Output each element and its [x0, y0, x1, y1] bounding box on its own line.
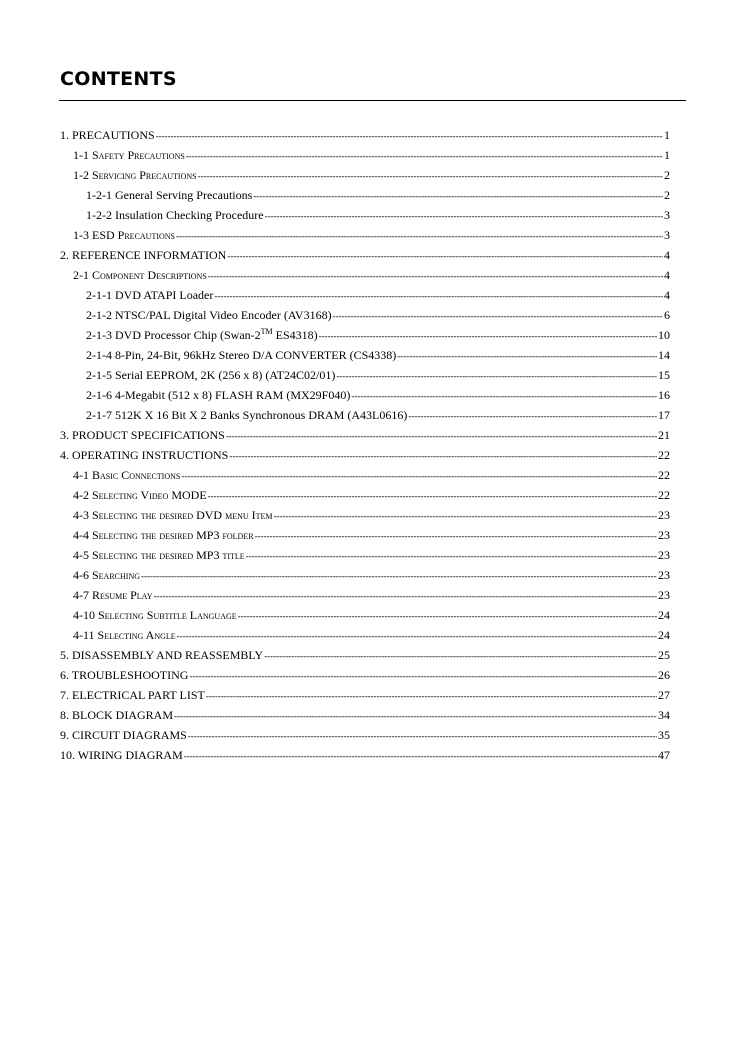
toc-entry[interactable] [60, 525, 670, 545]
toc-entry-page: 22 [658, 488, 670, 502]
toc-entry-page: 22 [658, 448, 670, 462]
toc-entry-page: 1 [664, 128, 670, 142]
toc-entry-label: 4-6 Searching [73, 568, 141, 582]
toc-entry[interactable] [60, 605, 670, 625]
toc-entry-page: 4 [664, 248, 670, 262]
toc-entry[interactable] [60, 645, 670, 665]
toc-entry-label: 1. PRECAUTIONS [60, 128, 155, 142]
toc-entry[interactable] [60, 725, 670, 745]
toc-label-part: ES4318) [272, 328, 318, 342]
title-divider [59, 100, 686, 101]
toc-entry[interactable] [60, 385, 670, 405]
toc-entry[interactable] [60, 145, 670, 165]
toc-dot-leader [189, 666, 657, 686]
toc-entry[interactable] [60, 705, 670, 725]
toc-entry-label: 1-2 Servicing Precautions [73, 168, 197, 182]
toc-entry-label: 2-1-2 NTSC/PAL Digital Video Encoder (AV3168) [86, 308, 332, 322]
toc-entry-label: 9. CIRCUIT DIAGRAMS [60, 728, 187, 742]
toc-entry-page: 16 [658, 388, 670, 402]
toc-entry[interactable] [60, 245, 670, 265]
toc-entry-page: 14 [658, 348, 670, 362]
toc-dot-leader [184, 746, 657, 766]
toc-dot-leader [177, 626, 657, 646]
toc-entry[interactable] [60, 565, 670, 585]
toc-dot-leader [333, 306, 663, 326]
toc-dot-leader [176, 226, 663, 246]
toc-entry-label: 2. REFERENCE INFORMATION [60, 248, 227, 262]
toc-dot-leader [226, 426, 657, 446]
toc-entry-label: 4. OPERATING INSTRUCTIONS [60, 448, 229, 462]
toc-entry-label: 4-11 Selecting Angle [73, 628, 176, 642]
toc-entry-page: 17 [658, 408, 670, 422]
toc-entry-label: 4-3 Selecting the desired DVD menu Item [73, 508, 273, 522]
toc-entry[interactable] [60, 125, 670, 145]
toc-entry[interactable] [60, 465, 670, 485]
toc-entry-page: 2 [664, 188, 670, 202]
toc-entry-label: 4-7 Resume Play [73, 588, 153, 602]
toc-entry[interactable] [60, 165, 670, 185]
toc-dot-leader [156, 126, 663, 146]
toc-dot-leader [198, 166, 663, 186]
toc-entry-page: 22 [658, 468, 670, 482]
toc-entry-page: 21 [658, 428, 670, 442]
toc-entry-label: 1-2-1 General Serving Precautions [86, 188, 253, 202]
toc-entry-page: 23 [658, 588, 670, 602]
page-title: CONTENTS [60, 68, 177, 90]
toc-entry[interactable] [60, 485, 670, 505]
toc-dot-leader [227, 246, 663, 266]
toc-entry-page: 25 [658, 648, 670, 662]
toc-entry[interactable] [60, 545, 670, 565]
toc-entry-label: 4-10 Selecting Subtitle Language [73, 608, 237, 622]
toc-entry[interactable] [60, 225, 670, 245]
toc-entry-page: 23 [658, 508, 670, 522]
toc-dot-leader [397, 346, 657, 366]
toc-entry[interactable] [60, 685, 670, 705]
toc-dot-leader [351, 386, 657, 406]
toc-entry-page: 4 [664, 288, 670, 302]
toc-entry[interactable] [60, 265, 670, 285]
toc-dot-leader [188, 726, 657, 746]
toc-entry-label: 7. ELECTRICAL PART LIST [60, 688, 205, 702]
toc-entry-label: 2-1-4 8-Pin, 24-Bit, 96kHz Stereo D/A CONVERTER (CS4338) [86, 348, 397, 362]
toc-entry-label: 1-2-2 Insulation Checking Procedure [86, 208, 264, 222]
toc-entry-label [86, 325, 318, 345]
toc-entry-page: 26 [658, 668, 670, 682]
toc-dot-leader [336, 366, 657, 386]
toc-dot-leader [214, 286, 663, 306]
toc-entry-label: 5. DISASSEMBLY AND REASSEMBLY [60, 648, 264, 662]
toc-entry-page: 24 [658, 608, 670, 622]
toc-dot-leader [141, 566, 657, 586]
toc-entry-label: 8. BLOCK DIAGRAM [60, 708, 174, 722]
toc-entry[interactable] [60, 445, 670, 465]
toc-entry[interactable] [60, 425, 670, 445]
toc-entry-label: 1-3 ESD Precautions [73, 228, 176, 242]
toc-entry[interactable] [60, 285, 670, 305]
toc-entry[interactable] [60, 205, 670, 225]
toc-entry[interactable] [60, 665, 670, 685]
trademark-superscript: TM [260, 327, 273, 336]
toc-entry-label: 2-1-1 DVD ATAPI Loader [86, 288, 214, 302]
toc-entry-page: 47 [658, 748, 670, 762]
toc-entry[interactable] [60, 325, 670, 345]
toc-entry-page: 23 [658, 528, 670, 542]
toc-entry-page: 1 [664, 148, 670, 162]
toc-dot-leader [181, 466, 657, 486]
toc-label-part: 2-1-3 DVD Processor Chip (Swan-2 [86, 328, 261, 342]
toc-entry-label: 6. TROUBLESHOOTING [60, 668, 189, 682]
toc-entry-page: 35 [658, 728, 670, 742]
toc-entry-page: 24 [658, 628, 670, 642]
toc-dot-leader [174, 706, 657, 726]
toc-dot-leader [208, 266, 663, 286]
toc-entry-label: 2-1 Component Descriptions [73, 268, 207, 282]
toc-entry-page: 15 [658, 368, 670, 382]
toc-entry[interactable] [60, 505, 670, 525]
toc-entry-label: 3. PRODUCT SPECIFICATIONS [60, 428, 225, 442]
toc-entry-page: 3 [664, 208, 670, 222]
toc-dot-leader [408, 406, 657, 426]
toc-dot-leader [265, 206, 663, 226]
toc-dot-leader [253, 186, 663, 206]
toc-entry[interactable] [60, 585, 670, 605]
toc-entry-page: 10 [658, 328, 670, 342]
toc-entry-label: 4-1 Basic Connections [73, 468, 181, 482]
toc-entry[interactable] [60, 405, 670, 425]
toc-dot-leader [264, 646, 657, 666]
toc-entry-page: 4 [664, 268, 670, 282]
toc-entry[interactable] [60, 185, 670, 205]
table-of-contents [60, 125, 670, 765]
toc-entry-page: 6 [664, 308, 670, 322]
toc-dot-leader [154, 586, 658, 606]
toc-dot-leader [186, 146, 663, 166]
toc-entry-page: 2 [664, 168, 670, 182]
toc-entry-page: 23 [658, 548, 670, 562]
toc-entry-page: 23 [658, 568, 670, 582]
toc-entry[interactable] [60, 365, 670, 385]
toc-entry-label: 2-1-5 Serial EEPROM, 2K (256 x 8) (AT24C02/01) [86, 368, 336, 382]
toc-entry-label: 2-1-7 512K X 16 Bit X 2 Banks Synchronous DRAM (A43L0616) [86, 408, 408, 422]
toc-entry[interactable] [60, 625, 670, 645]
toc-entry[interactable] [60, 745, 670, 765]
toc-dot-leader [229, 446, 657, 466]
toc-dot-leader [246, 546, 657, 566]
toc-dot-leader [208, 486, 657, 506]
toc-entry-page: 27 [658, 688, 670, 702]
toc-dot-leader [319, 326, 657, 346]
toc-entry-label: 4-5 Selecting the desired MP3 title [73, 548, 245, 562]
toc-entry-label: 10. WIRING DIAGRAM [60, 748, 183, 762]
toc-entry-label: 2-1-6 4-Megabit (512 x 8) FLASH RAM (MX29F040) [86, 388, 351, 402]
toc-dot-leader [274, 506, 657, 526]
toc-entry-label: 1-1 Safety Precautions [73, 148, 185, 162]
toc-entry[interactable] [60, 345, 670, 365]
toc-dot-leader [238, 606, 657, 626]
toc-entry-page: 3 [664, 228, 670, 242]
toc-entry[interactable] [60, 305, 670, 325]
toc-entry-label: 4-2 Selecting Video MODE [73, 488, 207, 502]
toc-dot-leader [255, 526, 657, 546]
toc-entry-page: 34 [658, 708, 670, 722]
toc-entry-label: 4-4 Selecting the desired MP3 folder [73, 528, 254, 542]
toc-dot-leader [206, 686, 657, 706]
